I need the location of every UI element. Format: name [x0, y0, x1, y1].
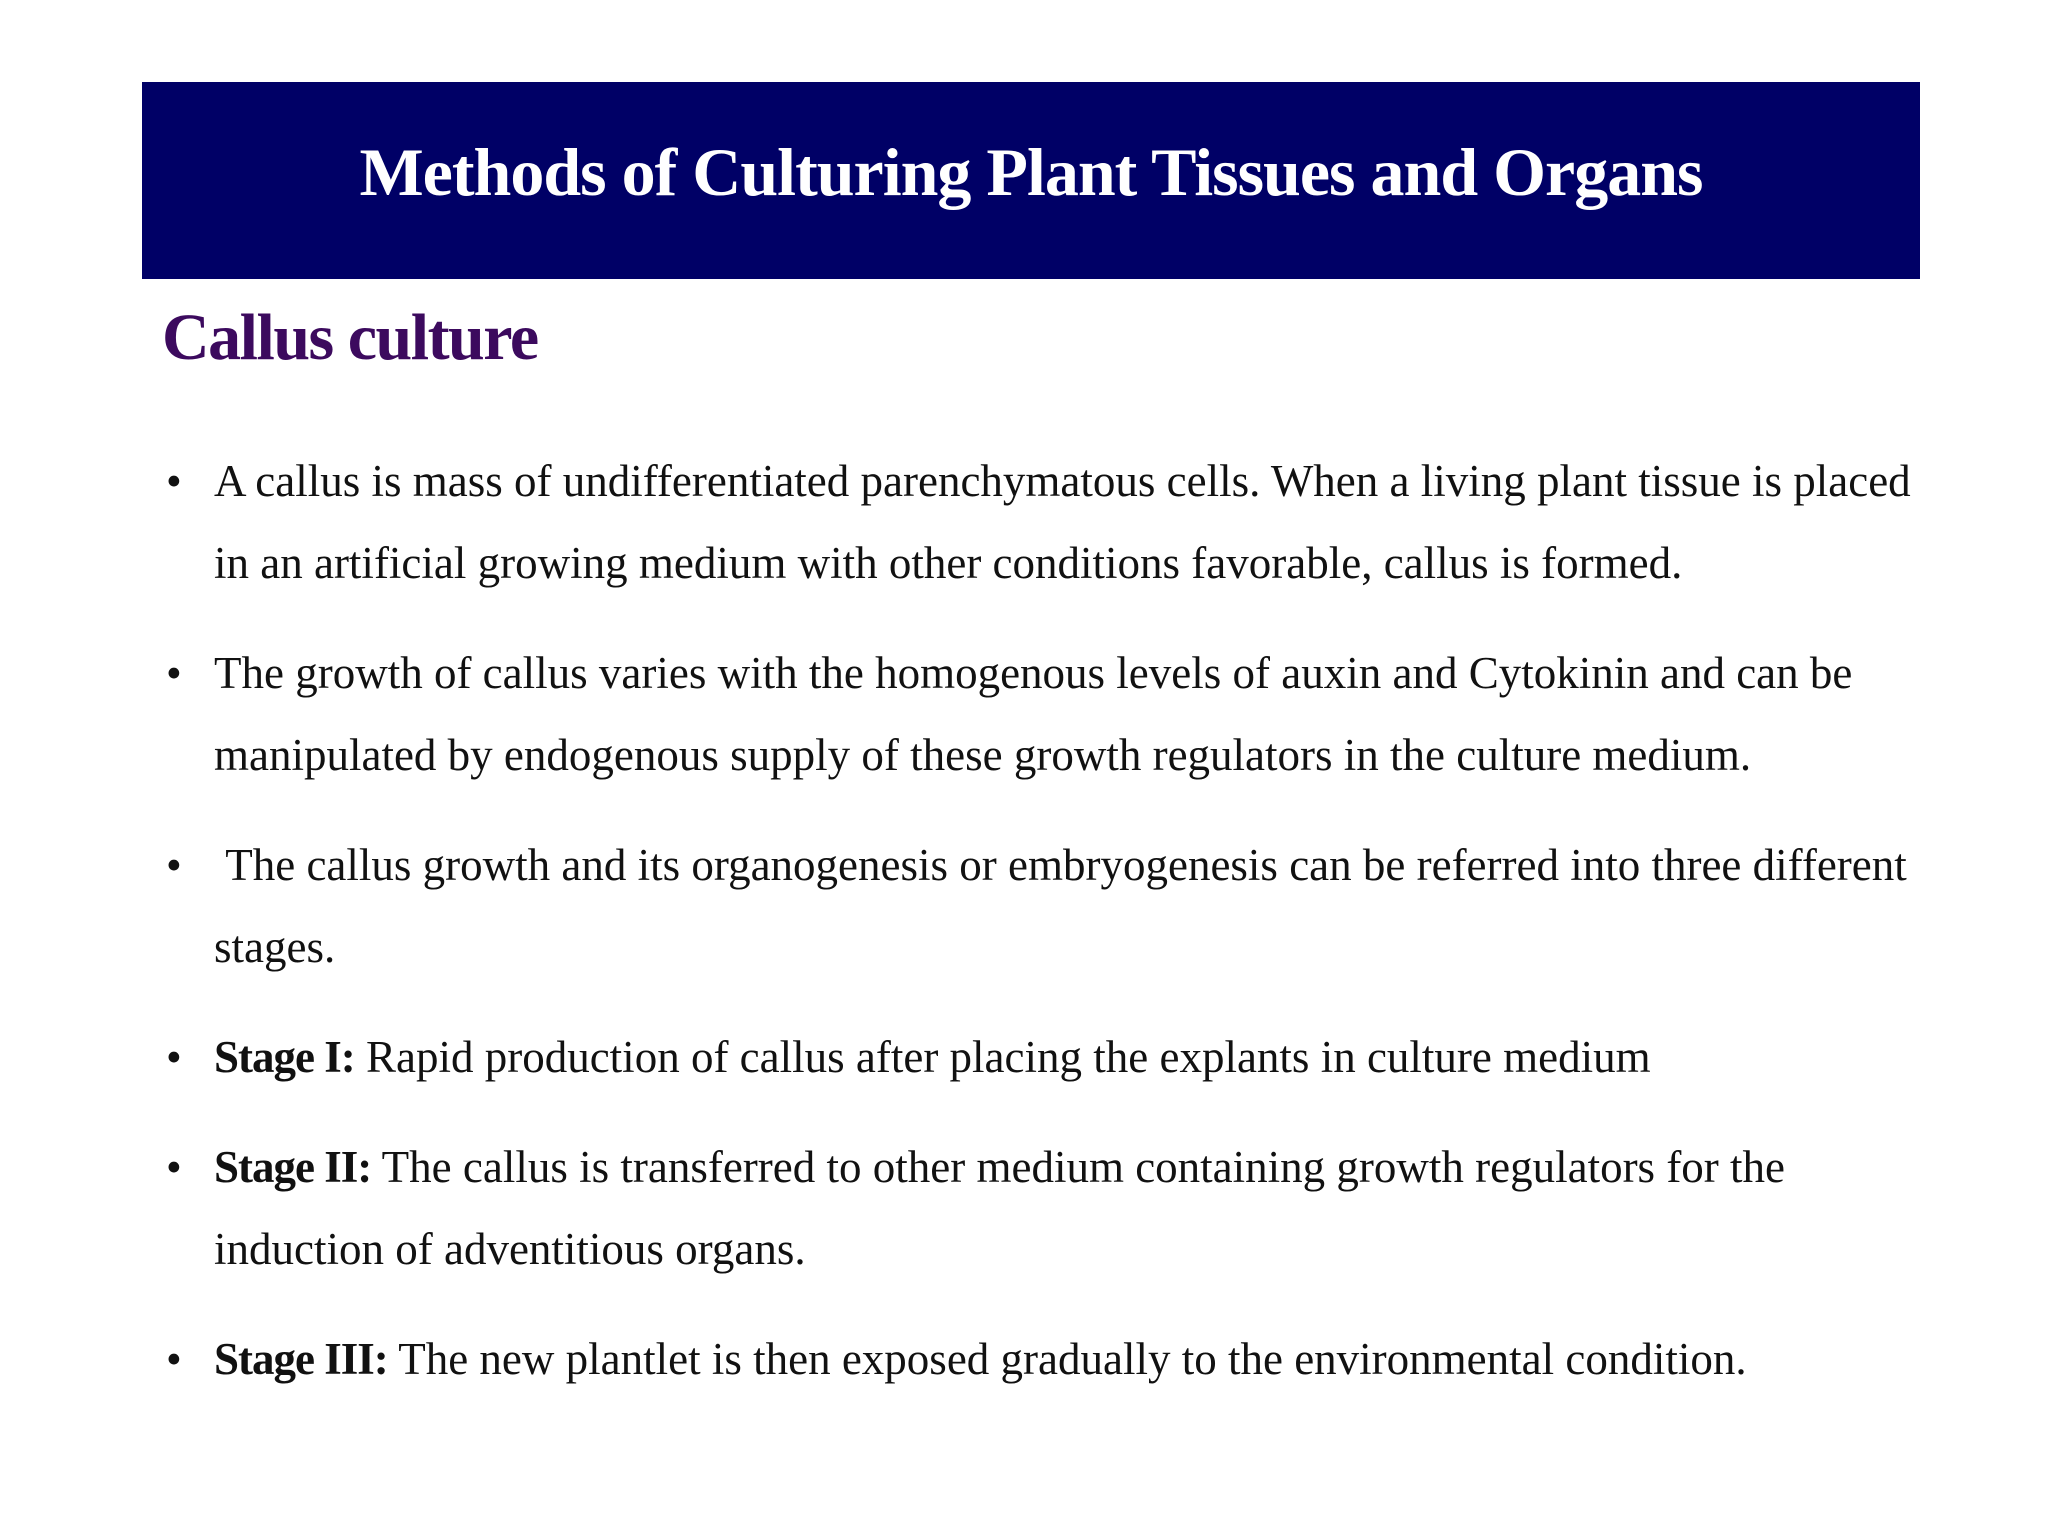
stage-label: Stage III: — [214, 1334, 388, 1384]
bullet-item — [162, 1016, 1942, 1098]
bullet-text: A callus is mass of undifferentiated parenchymatous cells. When a living plant tissue is placed in an artificial growing medium with other conditions favorable, callus is formed. — [214, 456, 1911, 588]
title-bar — [142, 82, 1920, 279]
bullet-item — [162, 632, 1942, 796]
bullet-item — [162, 1126, 1942, 1290]
bullet-dot-icon: • — [166, 1142, 182, 1192]
stage-label: Stage II: — [214, 1142, 372, 1192]
bullet-item — [162, 440, 1942, 604]
bullet-dot-icon: • — [166, 1032, 182, 1082]
bullet-text: Rapid production of callus after placing the explants in culture medium — [354, 1032, 1651, 1082]
section-heading: Callus culture — [162, 301, 538, 374]
stage-label: Stage I: — [214, 1032, 355, 1082]
bullet-text: The growth of callus varies with the homogenous levels of auxin and Cytokinin and can be manipulated by endogenous supply of these growth regulators in the culture medium. — [214, 648, 1853, 780]
bullet-item — [162, 1318, 1942, 1400]
bullet-item — [162, 824, 1942, 988]
slide-title: Methods of Culturing Plant Tissues and Organs — [359, 134, 1703, 210]
bullet-text: The callus growth and its organogenesis or embryogenesis can be referred into three different stages. — [214, 840, 1919, 972]
bullet-text: The callus is transferred to other medium containing growth regulators for the induction of adventitious organs. — [214, 1142, 1786, 1274]
bullet-text: The new plantlet is then exposed gradually to the environmental condition. — [387, 1334, 1747, 1384]
bullet-dot-icon: • — [166, 456, 182, 506]
bullet-dot-icon: • — [166, 1334, 182, 1384]
bullet-dot-icon: • — [166, 648, 182, 698]
bullet-list — [162, 440, 1942, 1428]
bullet-dot-icon: • — [166, 840, 182, 890]
